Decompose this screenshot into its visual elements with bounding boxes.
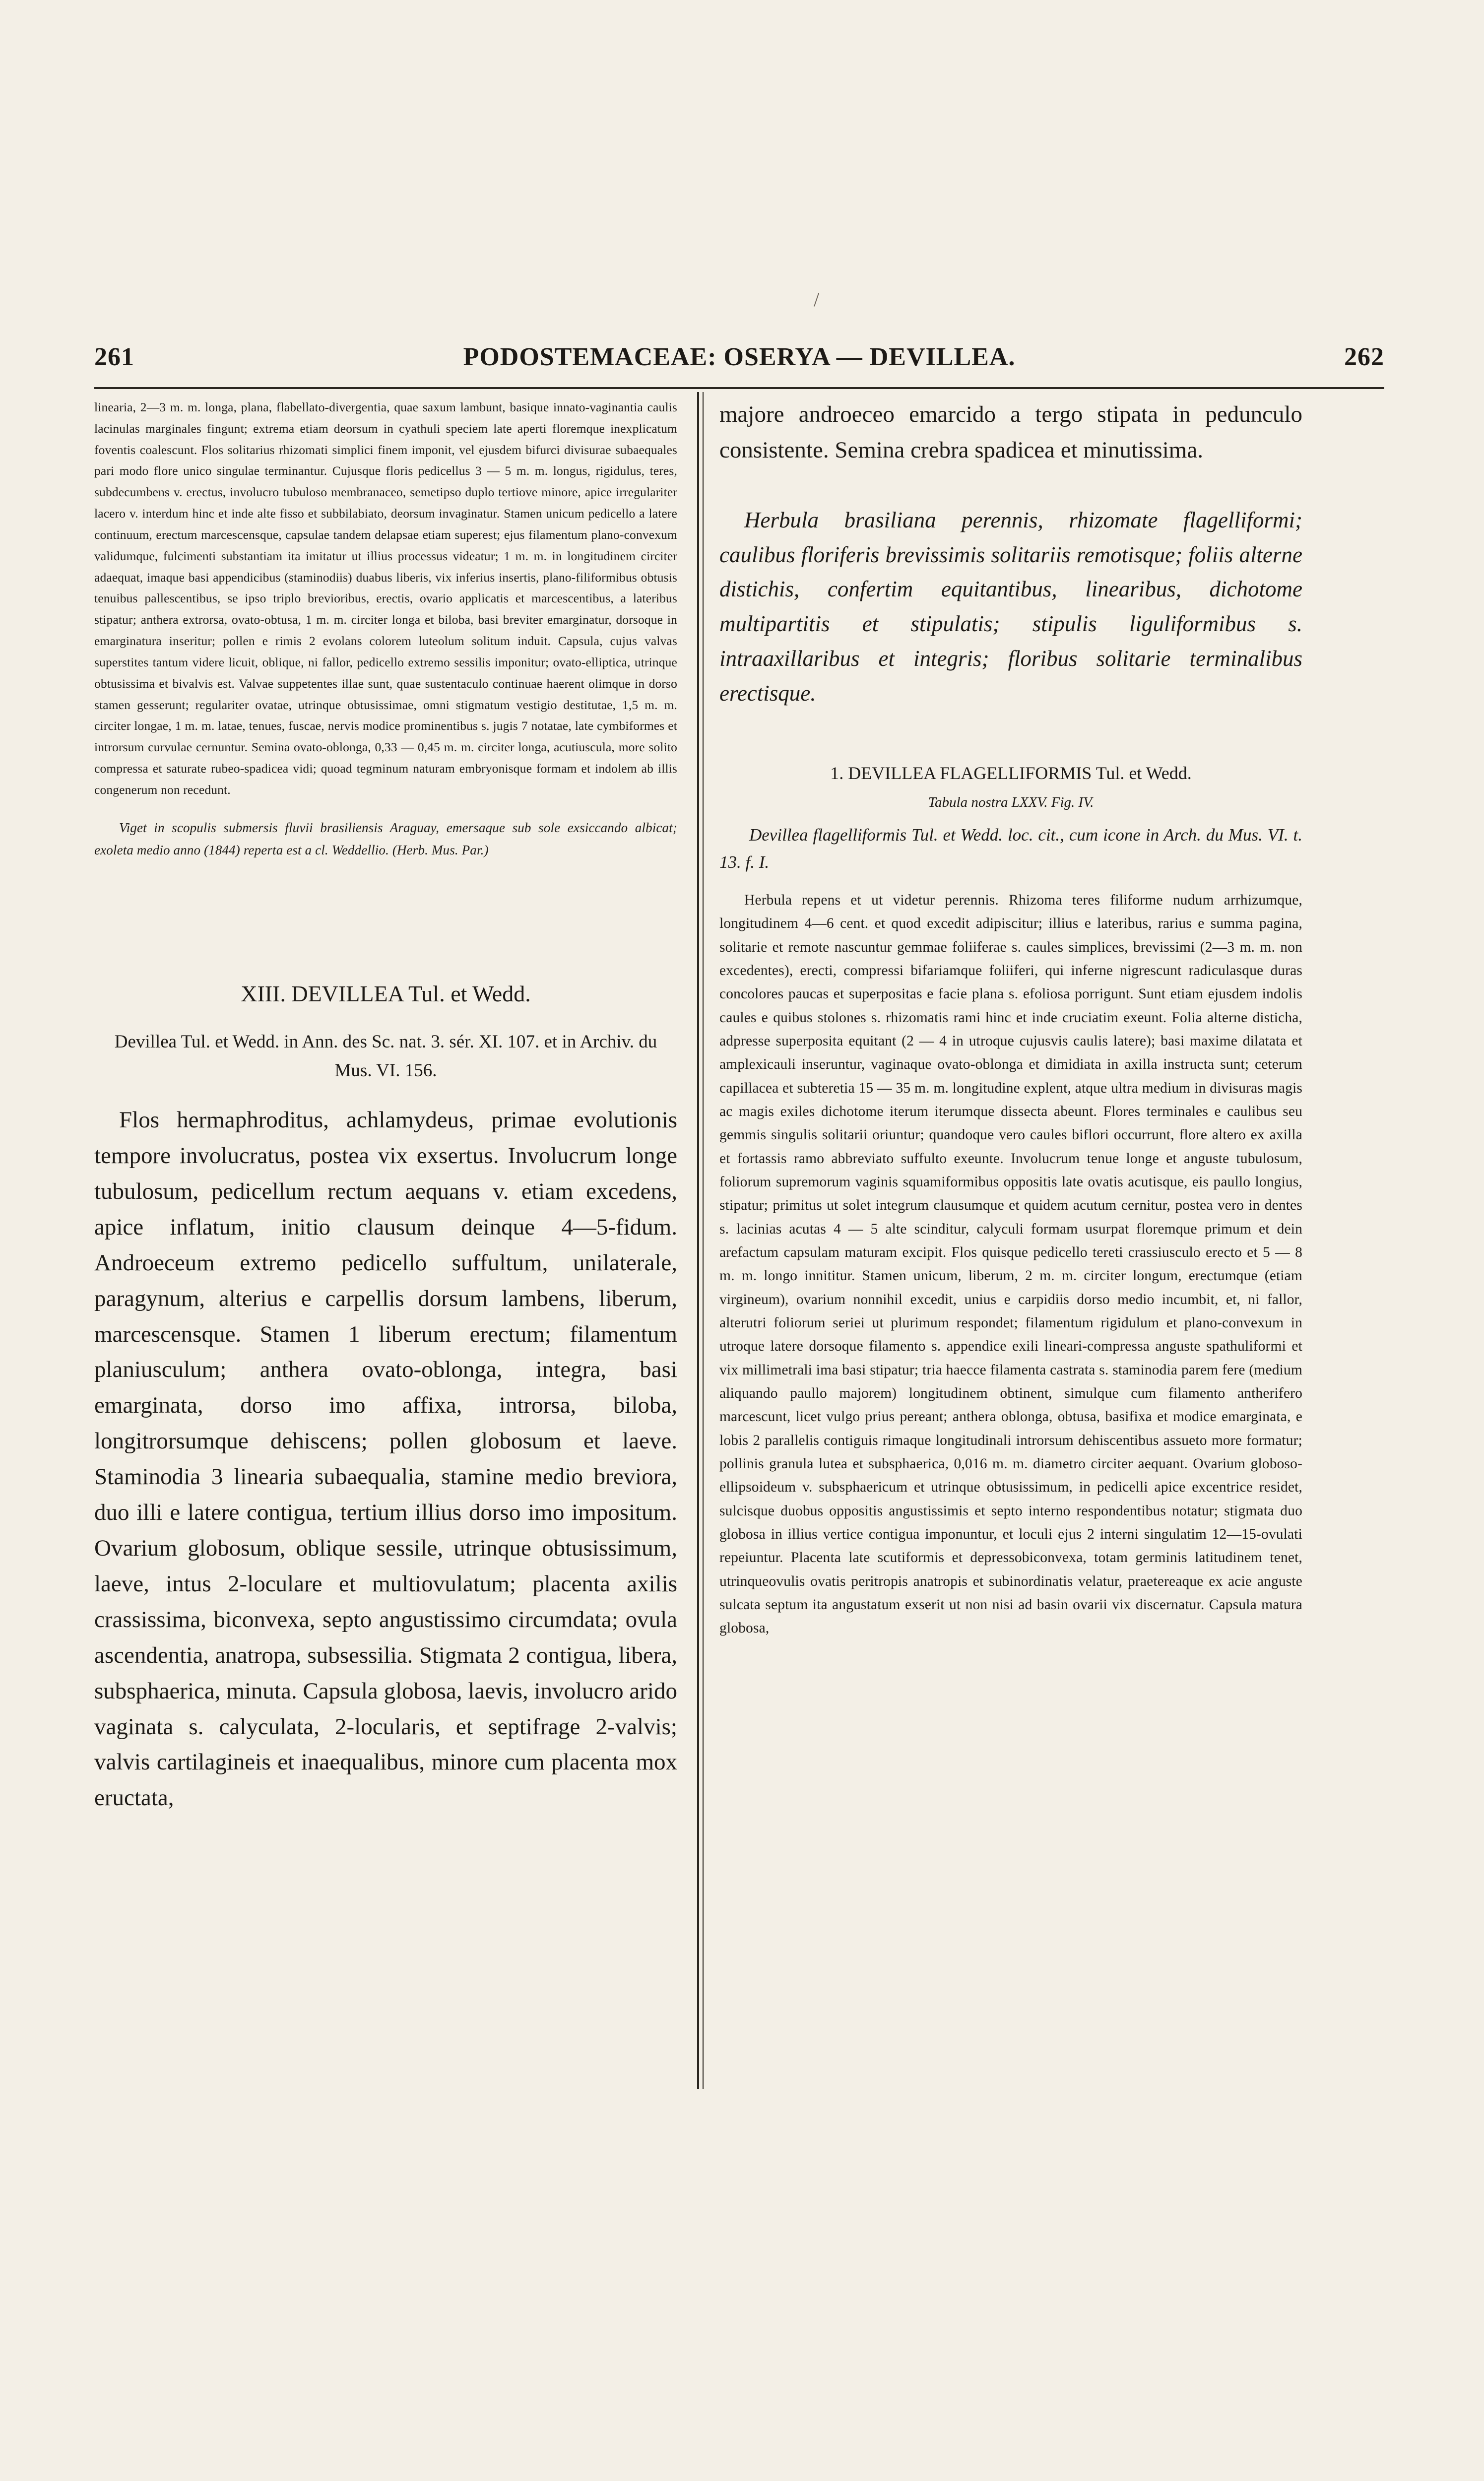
running-header [94,342,1384,382]
column-divider [697,392,699,2089]
header-rule [94,387,1384,389]
species-heading: 1. DEVILLEA FLAGELLIFORMIS Tul. et Wedd. [830,763,1192,783]
habitat-note: Viget in scopulis submersis fluvii brasiliensis Araguay, emersaque sub sole exsiccando albicat; exoleta medio anno (1844) reperta est a cl. Weddellio. (Herb. Mus. Par.) [94,820,677,858]
genus-description: Flos hermaphroditus, achlamydeus, primae evolutionis tempore involucratus, postea vix exsertus. Involucrum longe tubulosum, pedicellum rectum aequans v. etiam excedens, apice inflatum, initio clausum deinque 4—5-fidum. Androeceum extremo pedicello suffultum, unilaterale, paragynum, alterius e carpellis dorsum lambens, liberum, marcescensque. Stamen 1 liberum erectum; filamentum planiusculum; anthera ovato-oblonga, integra, basi emarginata, dorso imo affixa, introrsa, biloba, longitrorsumque dehiscens; pollen globosum et laeve. Staminodia 3 linearia subaequalia, stamine medio breviora, duo illi e latere contigua, tertium illius dorso imo impositum. Ovarium globosum, oblique sessile, utrinque obtusissimum, laeve, intus 2-loculare et multiovulatum; placenta axilis crassissima, biconvexa, septo angustissimo circumdata; ovula ascendentia, anatropa, subsessilia. Stigmata 2 contigua, libera, subsphaerica, minuta. Capsula globosa, laevis, involucro arido vaginata s. calyculata, 2-locularis, et septifrage 2-valvis; valvis cartilagineis et inaequalibus, minore cum placenta mox eructata, [94,1107,677,1811]
page-number-right: 262 [1344,343,1384,371]
running-title: PODOSTEMACEAE: OSERYA — DEVILLEA. [463,343,1016,371]
page-number-left: 261 [94,343,134,371]
plate-reference: Tabula nostra LXXV. Fig. IV. [928,794,1094,811]
species-description-continued: linearia, 2—3 m. m. longa, plana, flabellato-divergentia, quae saxum lambunt, basique innato-vaginantia caulis lacinulas marginales fingunt; extrema etiam deorsum in cyathuli speciem late aperti floremque inexplicatum foventis coalescunt. Flos solitarius rhizomati simplici finem imponit, vel ejusdem bifurci divisurae subaequales pari modo flore unico singulae terminantur. Cujusque floris pedicellus 3 — 5 m. m. longus, rigidulus, teres, subdecumbens v. erectus, involucro tubuloso membranaceo, semetipso duplo tertiove minore, apice irregulariter lacero v. interdum hinc et inde alte fisso et subbilabiato, deorsum invaginatur. Stamen unicum pedicello a latere continuum, erectum marcescensque, capsulae tandem delapsae etiam superest; ejus filamentum plano-convexum validumque, fulcimenti substantiam ita imitatur ut illius processus videatur; 1 m. m. in longitudinem circiter adaequat, imaque basi appendicibus (staminodiis) duabus liberis, vix inferius insertis, plano-filiformibus obtusis tenuibus pallescentibus, se ipso triplo brevioribus, erectis, ovario applicatis et marcescentibus, a lateribus stipatur; anthera extrorsa, ovato-obtusa, 1 m. m. circiter longa et biloba, basi breviter emarginatur, dorsoque in emarginatura inseritur; pollen e rimis 2 evolans colorem luteolum solitum induit. Capsula, cujus valvas superstites tantum videre licuit, oblique, ni fallor, pedicello extremo sessilis imponitur; ovato-elliptica, utrinque obtusissima et bivalvis est. Valvae suppetentes illae sunt, quae sustentaculo continuae haerent olimque in dorso stamen gesserunt; regulariter ovatae, utrinque obtusissimae, omni stigmatum vestigio destitutae, 1,5 m. m. circiter longae, 1 m. m. latae, tenues, fuscae, nervis modice prominentibus s. jugis 7 notatae, late cymbiformes et introrsum curvulae cernuntur. Semina ovato-oblonga, 0,33 — 0,45 m. m. circiter longa, acutiuscula, more solito compressa et saturate rubeo-spadicea vidi; quoad tegminum naturam embryonisque formam et indolem ab illis congenerum non recedunt. [94,400,677,797]
stray-mark: / [814,288,820,311]
genus-reference: Devillea Tul. et Wedd. in Ann. des Sc. nat. 3. sér. XI. 107. et in Archiv. du Mus. VI. 156. [114,1032,657,1081]
species-diagnosis: Herbula brasiliana perennis, rhizomate flagelliformi; caulibus floriferis brevissimis solitariis remotisque; foliis alterne distichis, confertim equitantibus, linearibus, dichotome multipartitis et stipulatis; stipulis liguliformibus s. intraaxillaribus et integris; floribus solitarie terminalibus erectisque. [719,507,1302,706]
column-divider-thin [703,392,704,2089]
left-column [94,397,677,1816]
right-column [719,397,1302,1640]
species-description: Herbula repens et ut videtur perennis. Rhizoma teres filiforme nudum arrhizumque, longitudinem 4—6 cent. et quod excedit adipiscitur; illius e lateribus, rarius e summa pagina, solitarie et remote nascuntur gemmae foliiferae s. caules simplices, brevissimi (2—3 m. m. non excedentes), erecti, compressi bifariamque foliiferi, qui inferne nigrescunt radiculasque duras concolores paucas et superpositas e facie plana s. efoliosa porrigunt. Sunt etiam ejusdem indolis caules e quibus stolones s. rhizomatis rami hinc et inde cruciatim exeunt. Folia alterne disticha, adpresse superposita equitant (2 — 4 in utroque cujusvis caulis latere); basi maxime dilatata et amplexicauli inseruntur, vaginaque ovato-oblonga et dimidiata in axilla instructa sunt; ceterum capillacea et subteretia 15 — 35 m. m. longitudine explent, atque ultra medium in divisuras magis ac magis exiles dichotome iterum iterumque dissecta abeunt. Flores terminales e caulibus seu gemmis singulis solitarii oriuntur; quandoque vero caules biflori occurrunt, flore altero ex axilla et fortassis ramo abbreviato suffulto exeunte. Involucrum tenue longe et anguste tubulosum, foliorum supremorum vaginis squamiformibus oppositis late ovatis acutisque, eis paullo longius, stipatur; primitus ut solet integrum clausumque et quidem acutum cernitur, postea vero in dentes s. lacinias acutas 4 — 5 alte scinditur, calyculi formam usurpat floremque primum et dein arefactum capsulam maturam excipit. Flos quisque pedicello tereti crassiusculo erecto et 5 — 8 m. m. longo innititur. Stamen unicum, liberum, 2 m. m. circiter longum, erectumque (etiam virgineum), ovarium nonnihil excedit, unius e carpidiis dorso medio incumbit, et, ni fallor, alterutri foliorum seriei ut plurimum respondet; filamentum rigidulum et plano-convexum in utroque latere dorsoque filamento s. appendice exili lineari-compressa anguste spathuliformi et vix millimetrali ima basi stipatur; tria haecce filamenta castrata s. staminodia parem fere (medium aliquando paullo majorem) longitudinem obtinent, simulque cum filamento antherifero marcescunt, licet vulgo prius pereant; anthera oblonga, obtusa, basifixa et modice emarginata, e lobis 2 parallelis contiguis rimaque longitudinali introrsum dehiscentibus assueto more formatur; pollinis granula lutea et subsphaerica, 0,016 m. m. diametro circiter aequant. Ovarium globoso-ellipsoideum v. subsphaericum et utrinque obtusissimum, in pedicelli apice excentrice residet, sulcisque duobus oppositis angustissimis et septo interno respondentibus notatur; stigmata duo globosa in illius vertice contigua imponuntur, et loculi ejus 2 interni singulatim 12—15-ovulati repeiuntur. Placenta late scutiformis et depressobiconvexa, totam germinis latitudinem tenet, utrinqueovulis ovatis peritropis anatropis et subinordinatis velatur, praetereaque ex acie anguste sulcata septum ita angustatum exserit ut non nisi ad basin ovarii vix discernatur. Capsula matura globosa, [719,892,1302,1636]
genus-heading: XIII. DEVILLEA Tul. et Wedd. [241,981,531,1007]
species-reference: Devillea flagelliformis Tul. et Wedd. loc. cit., cum icone in Arch. du Mus. VI. t. 13. f. I. [719,825,1302,872]
genus-description-continued: majore androeceo emarcido a tergo stipata in pedunculo consistente. Semina crebra spadicea et minutissima. [719,401,1302,463]
